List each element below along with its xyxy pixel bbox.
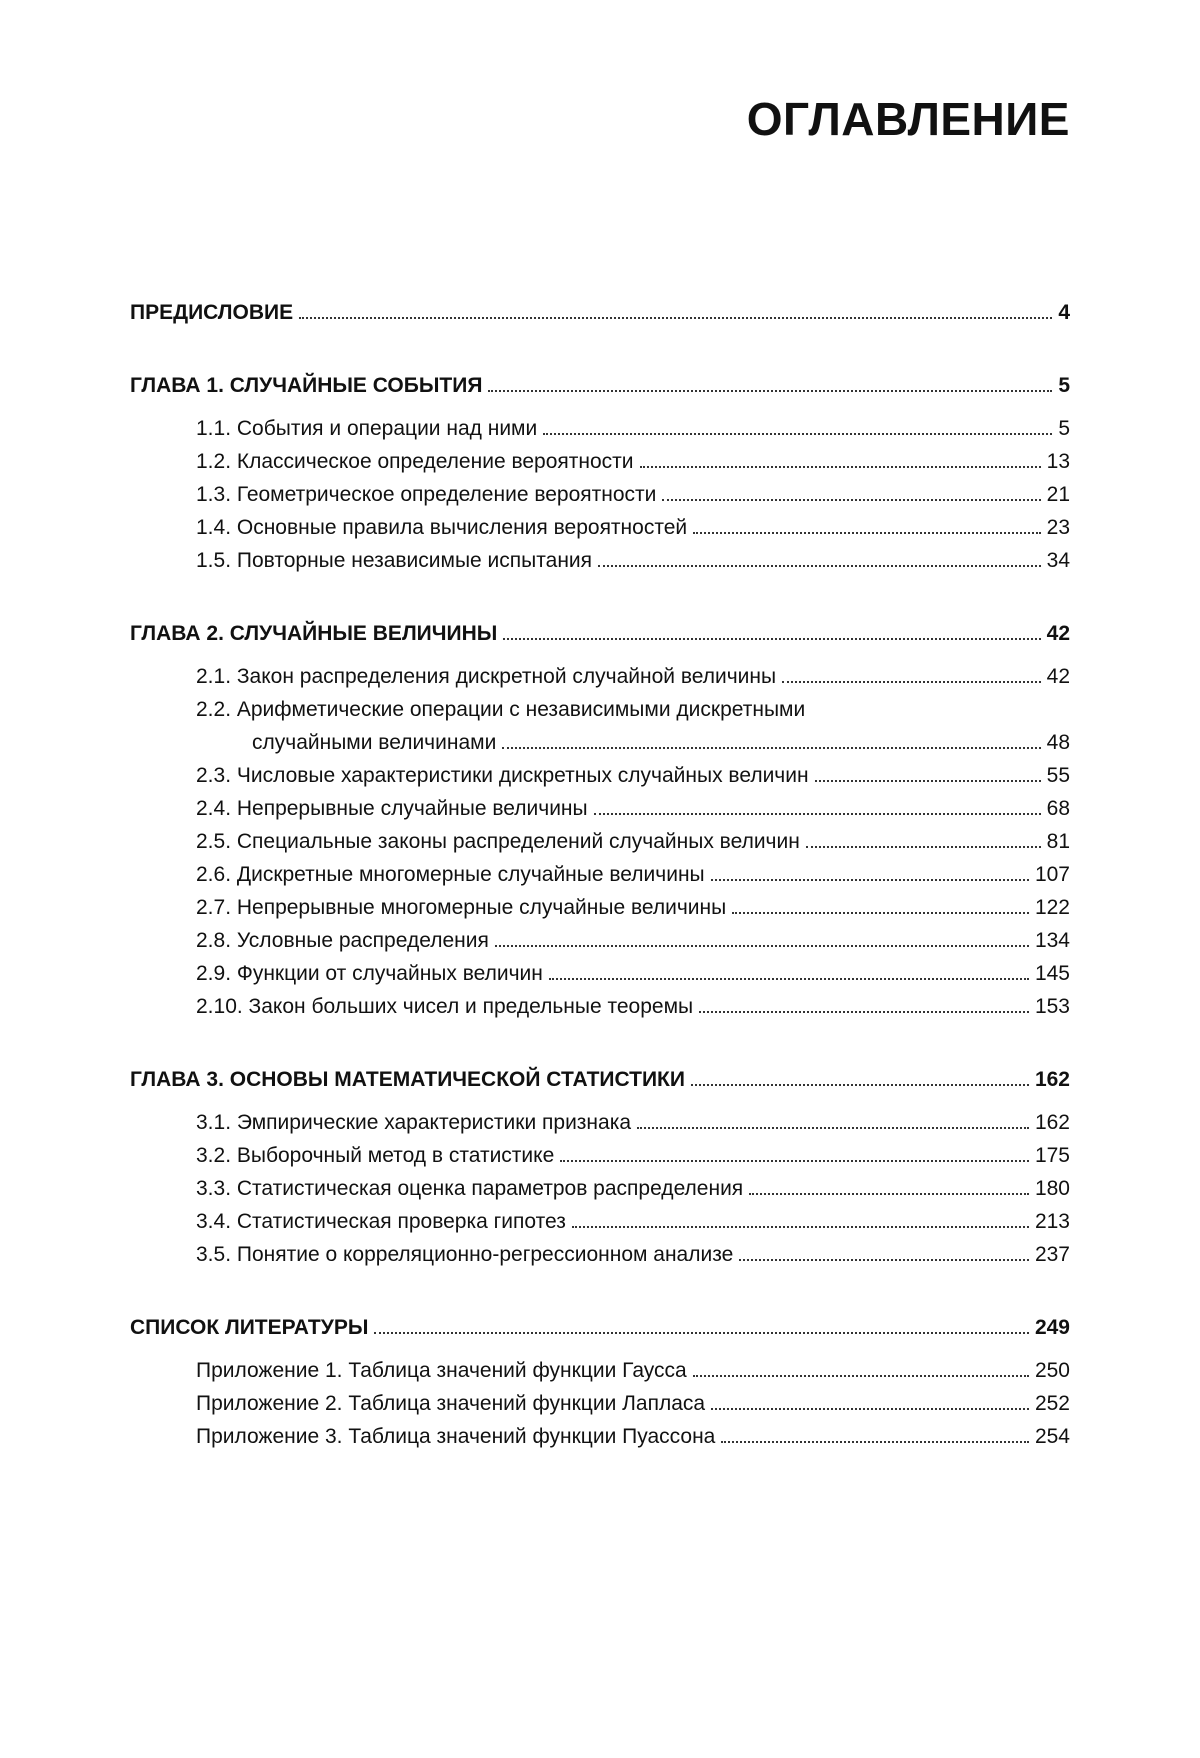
toc-entry-title: 1.2. Классическое определение вероятности — [196, 450, 634, 473]
toc-leader-dots — [560, 1160, 1029, 1162]
toc-chapter-heading[interactable] — [130, 369, 1070, 402]
toc-section-entry[interactable] — [130, 891, 1070, 924]
toc-entry-title: 2.2. Арифметические операции с независимыми дискретными — [196, 698, 806, 721]
toc-leader-dots — [640, 466, 1041, 468]
table-of-contents — [130, 296, 1070, 1493]
toc-entry-title: ПРЕДИСЛОВИЕ — [130, 301, 294, 324]
toc-entry-title: 2.4. Непрерывные случайные величины — [196, 797, 588, 820]
toc-entry-page: 81 — [1046, 830, 1070, 853]
toc-entry-page: 237 — [1034, 1243, 1070, 1266]
toc-section-entry[interactable] — [130, 990, 1070, 1023]
toc-leader-dots — [502, 747, 1040, 749]
toc-entry-title: 3.5. Понятие о корреляционно-регрессионном анализе — [196, 1243, 734, 1266]
toc-section-entry[interactable] — [130, 957, 1070, 990]
toc-entry-page: 42 — [1046, 665, 1070, 688]
toc-entry-page: 175 — [1034, 1144, 1070, 1167]
toc-chapter-3 — [130, 1063, 1070, 1271]
toc-leader-dots — [806, 846, 1041, 848]
toc-section-entry[interactable] — [130, 660, 1070, 693]
toc-entry-title: ГЛАВА 3. ОСНОВЫ МАТЕМАТИЧЕСКОЙ СТАТИСТИКИ — [130, 1068, 685, 1091]
toc-references — [130, 1311, 1070, 1453]
toc-leader-dots — [739, 1259, 1029, 1261]
toc-entry-title: ГЛАВА 1. СЛУЧАЙНЫЕ СОБЫТИЯ — [130, 374, 483, 397]
toc-entry-page: 42 — [1046, 622, 1070, 645]
toc-section-entry[interactable] — [130, 1106, 1070, 1139]
toc-entry-page: 55 — [1046, 764, 1070, 787]
toc-entry-title: 2.1. Закон распределения дискретной случайной величины — [196, 665, 777, 688]
toc-leader-dots — [699, 1011, 1029, 1013]
toc-entry-page: 254 — [1034, 1425, 1070, 1448]
toc-leader-dots — [711, 879, 1029, 881]
toc-section-entry[interactable] — [130, 858, 1070, 891]
toc-leader-dots — [299, 317, 1052, 319]
toc-section-entry[interactable] — [130, 478, 1070, 511]
toc-entry-page: 249 — [1034, 1316, 1070, 1339]
toc-entry-page: 4 — [1058, 301, 1070, 324]
toc-section-entry[interactable] — [130, 1139, 1070, 1172]
toc-section-entry[interactable] — [130, 825, 1070, 858]
toc-entry-title: 2.7. Непрерывные многомерные случайные величины — [196, 896, 727, 919]
toc-entry-title: 1.3. Геометрическое определение вероятности — [196, 483, 657, 506]
toc-leader-dots — [749, 1193, 1029, 1195]
toc-leader-dots — [662, 499, 1040, 501]
toc-chapter-heading[interactable] — [130, 1311, 1070, 1344]
toc-entry-title: 2.9. Функции от случайных величин — [196, 962, 543, 985]
toc-entry-page: 13 — [1046, 450, 1070, 473]
toc-entry-title: 1.5. Повторные независимые испытания — [196, 549, 593, 572]
toc-entry-page: 107 — [1034, 863, 1070, 886]
toc-entry-page: 162 — [1034, 1068, 1070, 1091]
toc-entry-page: 122 — [1034, 896, 1070, 919]
toc-section-entry[interactable] — [130, 1172, 1070, 1205]
toc-section-entry[interactable] — [130, 445, 1070, 478]
toc-entry-title: 3.2. Выборочный метод в статистике — [196, 1144, 555, 1167]
toc-leader-dots — [488, 390, 1052, 392]
toc-leader-dots — [549, 978, 1029, 980]
toc-leader-dots — [495, 945, 1029, 947]
toc-chapter-heading[interactable] — [130, 1063, 1070, 1096]
toc-entry-title: 2.10. Закон больших чисел и предельные теоремы — [196, 995, 694, 1018]
toc-chapter-heading[interactable] — [130, 617, 1070, 650]
toc-entry-page: 134 — [1034, 929, 1070, 952]
toc-entry-page: 5 — [1058, 374, 1070, 397]
toc-entry-page: 162 — [1034, 1111, 1070, 1134]
toc-entry-preface[interactable] — [130, 296, 1070, 329]
toc-entry-title: 2.5. Специальные законы распределений случайных величин — [196, 830, 800, 853]
toc-section-entry[interactable] — [130, 412, 1070, 445]
toc-entry-page: 5 — [1058, 417, 1070, 440]
toc-entry-page: 145 — [1034, 962, 1070, 985]
toc-entry-title: 3.3. Статистическая оценка параметров распределения — [196, 1177, 744, 1200]
toc-entry-title: Приложение 2. Таблица значений функции Лапласа — [196, 1392, 706, 1415]
toc-appendix-entry[interactable] — [130, 1420, 1070, 1453]
toc-entry-page: 213 — [1034, 1210, 1070, 1233]
toc-section-entry[interactable] — [130, 511, 1070, 544]
toc-leader-dots — [732, 912, 1029, 914]
toc-entry-continuation — [196, 726, 1070, 759]
toc-leader-dots — [572, 1226, 1029, 1228]
toc-entry-page: 48 — [1046, 731, 1070, 754]
toc-leader-dots — [721, 1441, 1029, 1443]
toc-section-entry[interactable] — [130, 1238, 1070, 1271]
toc-section-entry[interactable] — [130, 759, 1070, 792]
toc-entry-page: 21 — [1046, 483, 1070, 506]
toc-leader-dots — [693, 1375, 1029, 1377]
toc-leader-dots — [815, 780, 1041, 782]
page-title: ОГЛАВЛЕНИЕ — [746, 93, 1070, 145]
toc-entry-title: 2.3. Числовые характеристики дискретных случайных величин — [196, 764, 809, 787]
toc-leader-dots — [711, 1408, 1029, 1410]
toc-leader-dots — [637, 1127, 1029, 1129]
toc-leader-dots — [598, 565, 1041, 567]
toc-leader-dots — [374, 1332, 1029, 1334]
toc-entry-page: 34 — [1046, 549, 1070, 572]
toc-entry-title: СПИСОК ЛИТЕРАТУРЫ — [130, 1316, 369, 1339]
toc-entry-title: 3.4. Статистическая проверка гипотез — [196, 1210, 566, 1233]
toc-leader-dots — [543, 433, 1052, 435]
toc-preface — [130, 296, 1070, 329]
toc-section-entry[interactable] — [130, 792, 1070, 825]
toc-entry-title: Приложение 3. Таблица значений функции Пуассона — [196, 1425, 716, 1448]
toc-entry-title-continued: случайными величинами — [252, 731, 497, 754]
toc-leader-dots — [782, 681, 1041, 683]
toc-section-entry[interactable] — [130, 693, 1070, 759]
toc-entry-title: Приложение 1. Таблица значений функции Гаусса — [196, 1359, 687, 1382]
toc-appendix-entry[interactable] — [130, 1387, 1070, 1420]
toc-entry-title: 2.6. Дискретные многомерные случайные величины — [196, 863, 705, 886]
toc-entry-title: ГЛАВА 2. СЛУЧАЙНЫЕ ВЕЛИЧИНЫ — [130, 622, 498, 645]
toc-entry-page: 68 — [1046, 797, 1070, 820]
toc-chapter-1 — [130, 369, 1070, 577]
toc-section-entry[interactable] — [130, 544, 1070, 577]
toc-leader-dots — [503, 638, 1040, 640]
toc-entry-title: 2.8. Условные распределения — [196, 929, 489, 952]
toc-entry-page: 23 — [1046, 516, 1070, 539]
toc-entry-title: 1.1. События и операции над ними — [196, 417, 538, 440]
toc-leader-dots — [594, 813, 1041, 815]
toc-appendix-entry[interactable] — [130, 1354, 1070, 1387]
toc-entry-title: 3.1. Эмпирические характеристики признака — [196, 1111, 632, 1134]
toc-entry-page: 180 — [1034, 1177, 1070, 1200]
toc-entry-page: 252 — [1034, 1392, 1070, 1415]
toc-entry-title: 1.4. Основные правила вычисления вероятностей — [196, 516, 688, 539]
toc-section-entry[interactable] — [130, 924, 1070, 957]
toc-leader-dots — [691, 1084, 1029, 1086]
toc-entry-page: 250 — [1034, 1359, 1070, 1382]
toc-leader-dots — [693, 532, 1041, 534]
toc-chapter-2 — [130, 617, 1070, 1023]
toc-section-entry[interactable] — [130, 1205, 1070, 1238]
toc-entry-page: 153 — [1034, 995, 1070, 1018]
